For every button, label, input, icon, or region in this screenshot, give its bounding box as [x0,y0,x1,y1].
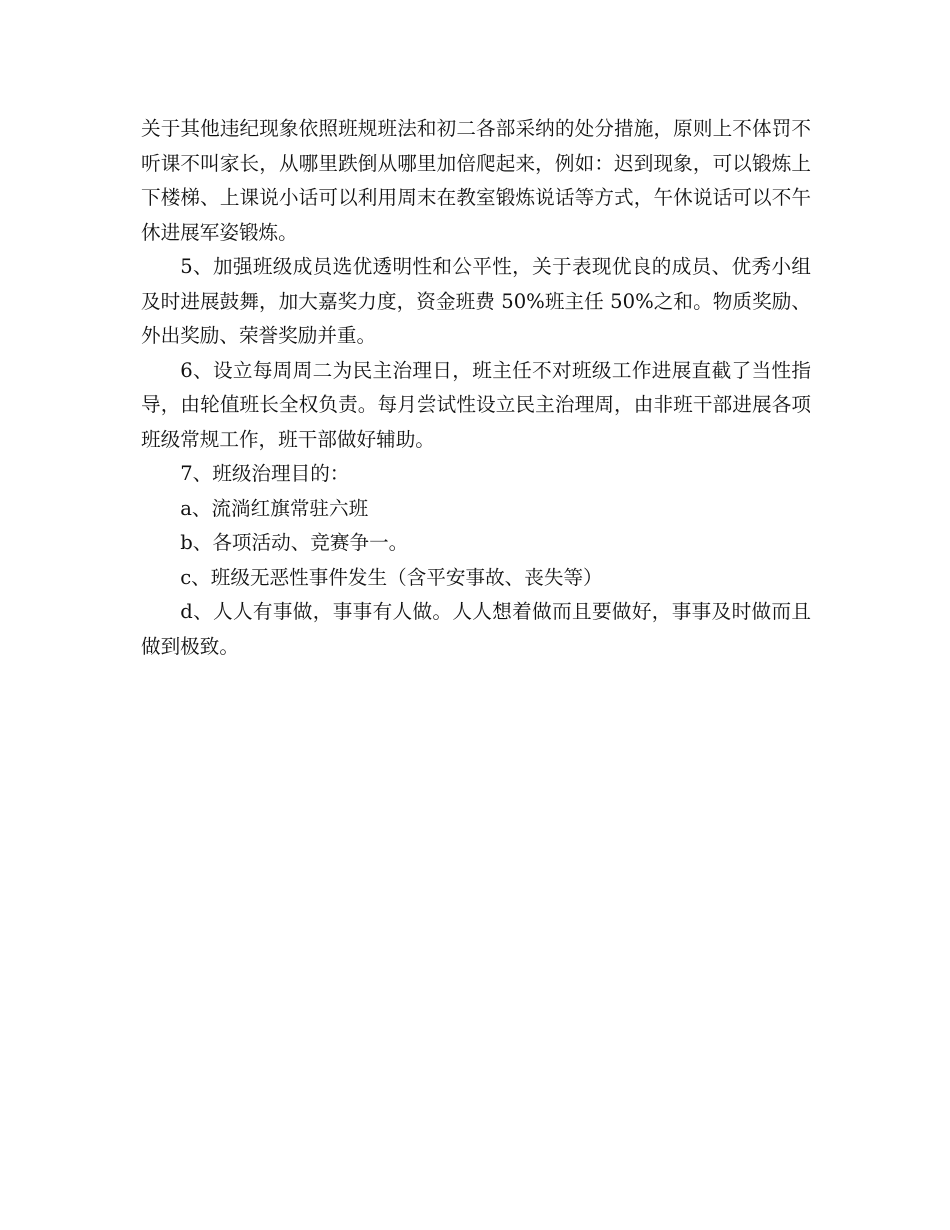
paragraph-item-6: 6、设立每周周二为民主治理日，班主任不对班级工作进展直截了当性指导，由轮值班长全权负责。每月尝试性设立民主治理周，由非班干部进展各项班级常规工作，班干部做好辅助。 [141,358,811,451]
goal-item-c: c、班级无恶性事件发生（含平安事故、丧失等） [180,565,603,589]
goal-item-d: d、人人有事做，事事有人做。人人想着做而且要做好，事事及时做而且做到极致。 [141,600,811,658]
document-body [141,112,811,664]
paragraph-item-7-heading: 7、班级治理目的： [180,462,350,485]
paragraph-discipline-measures: 关于其他违纪现象依照班规班法和初二各部采纳的处分措施，原则上不体罚不听课不叫家长，从哪里跌倒从哪里加倍爬起来，例如：迟到现象，可以锻炼上下楼梯、上课说小话可以利用周末在教室锻炼说话等方式，午休说话可以不午休进展军姿锻炼。 [141,117,811,244]
goal-item-a: a、流淌红旗常驻六班 [180,496,369,520]
paragraph-item-5: 5、加强班级成员选优透明性和公平性，关于表现优良的成员、优秀小组及时进展鼓舞，加大嘉奖力度，资金班费 50%班主任 50%之和。物质奖励、外出奖励、荣誉奖励并重。 [141,255,811,347]
goal-item-b: b、各项活动、竞赛争一。 [180,531,409,554]
